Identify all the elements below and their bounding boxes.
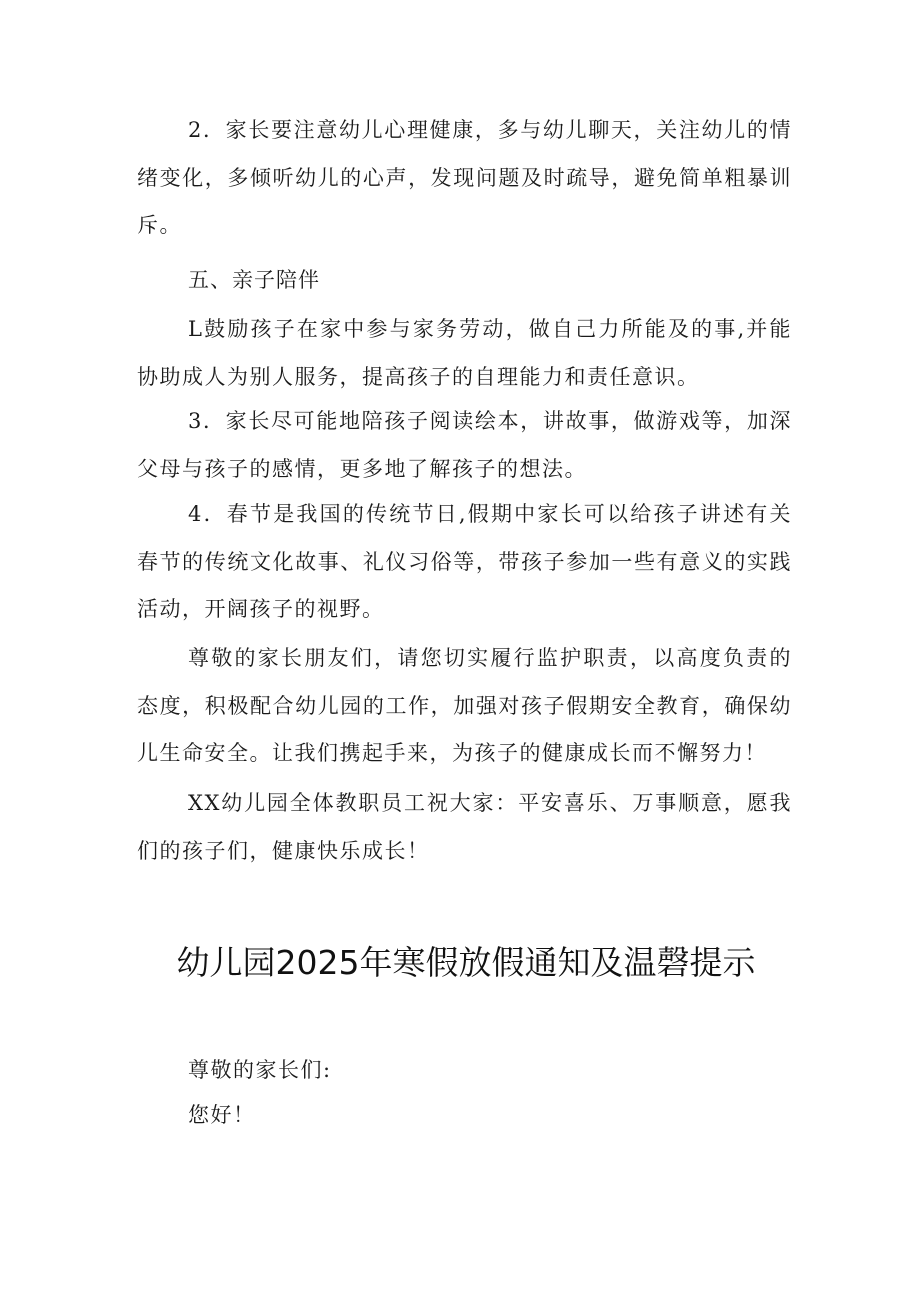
notice-title: 幼儿园2025年寒假放假通知及温磬提示 [176, 943, 756, 982]
greeting: 您好！ [188, 1103, 256, 1127]
section-heading-parent-child: 五、亲子陪伴 [188, 268, 320, 292]
paragraph-item-2: 2．家长要注意幼儿心理健康，多与幼儿聊天，关注幼儿的情绪变化，多倾听幼儿的心声，发现问题及时疏导，避免简单粗暴训斥。 [137, 118, 792, 237]
paragraph-wishes: XX幼儿园全体教职员工祝大家：平安喜乐、万事顺意，愿我们的孩子们，健康快乐成长！ [137, 791, 792, 863]
paragraph-item-1: L鼓励孩子在家中参与家务劳动，做自己力所能及的事,并能协助成人为别人服务，提高孩子的自理能力和责任意识。 [137, 317, 792, 389]
salutation: 尊敬的家长们: [188, 1058, 332, 1082]
paragraph-item-4: 4．春节是我国的传统节日,假期中家长可以给孩子讲述有关春节的传统文化故事、礼仪习俗等，带孩子参加一些有意义的实践活动，开阔孩子的视野。 [137, 502, 792, 621]
paragraph-item-3: 3．家长尽可能地陪孩子阅读绘本，讲故事，做游戏等，加深父母与孩子的感情，更多地了解孩子的想法。 [137, 409, 792, 481]
paragraph-closing: 尊敬的家长朋友们，请您切实履行监护职责，以高度负责的态度，积极配合幼儿园的工作，加强对孩子假期安全教育，确保幼儿生命安全。让我们携起手来，为孩子的健康成长而不懈努力！ [137, 646, 792, 765]
